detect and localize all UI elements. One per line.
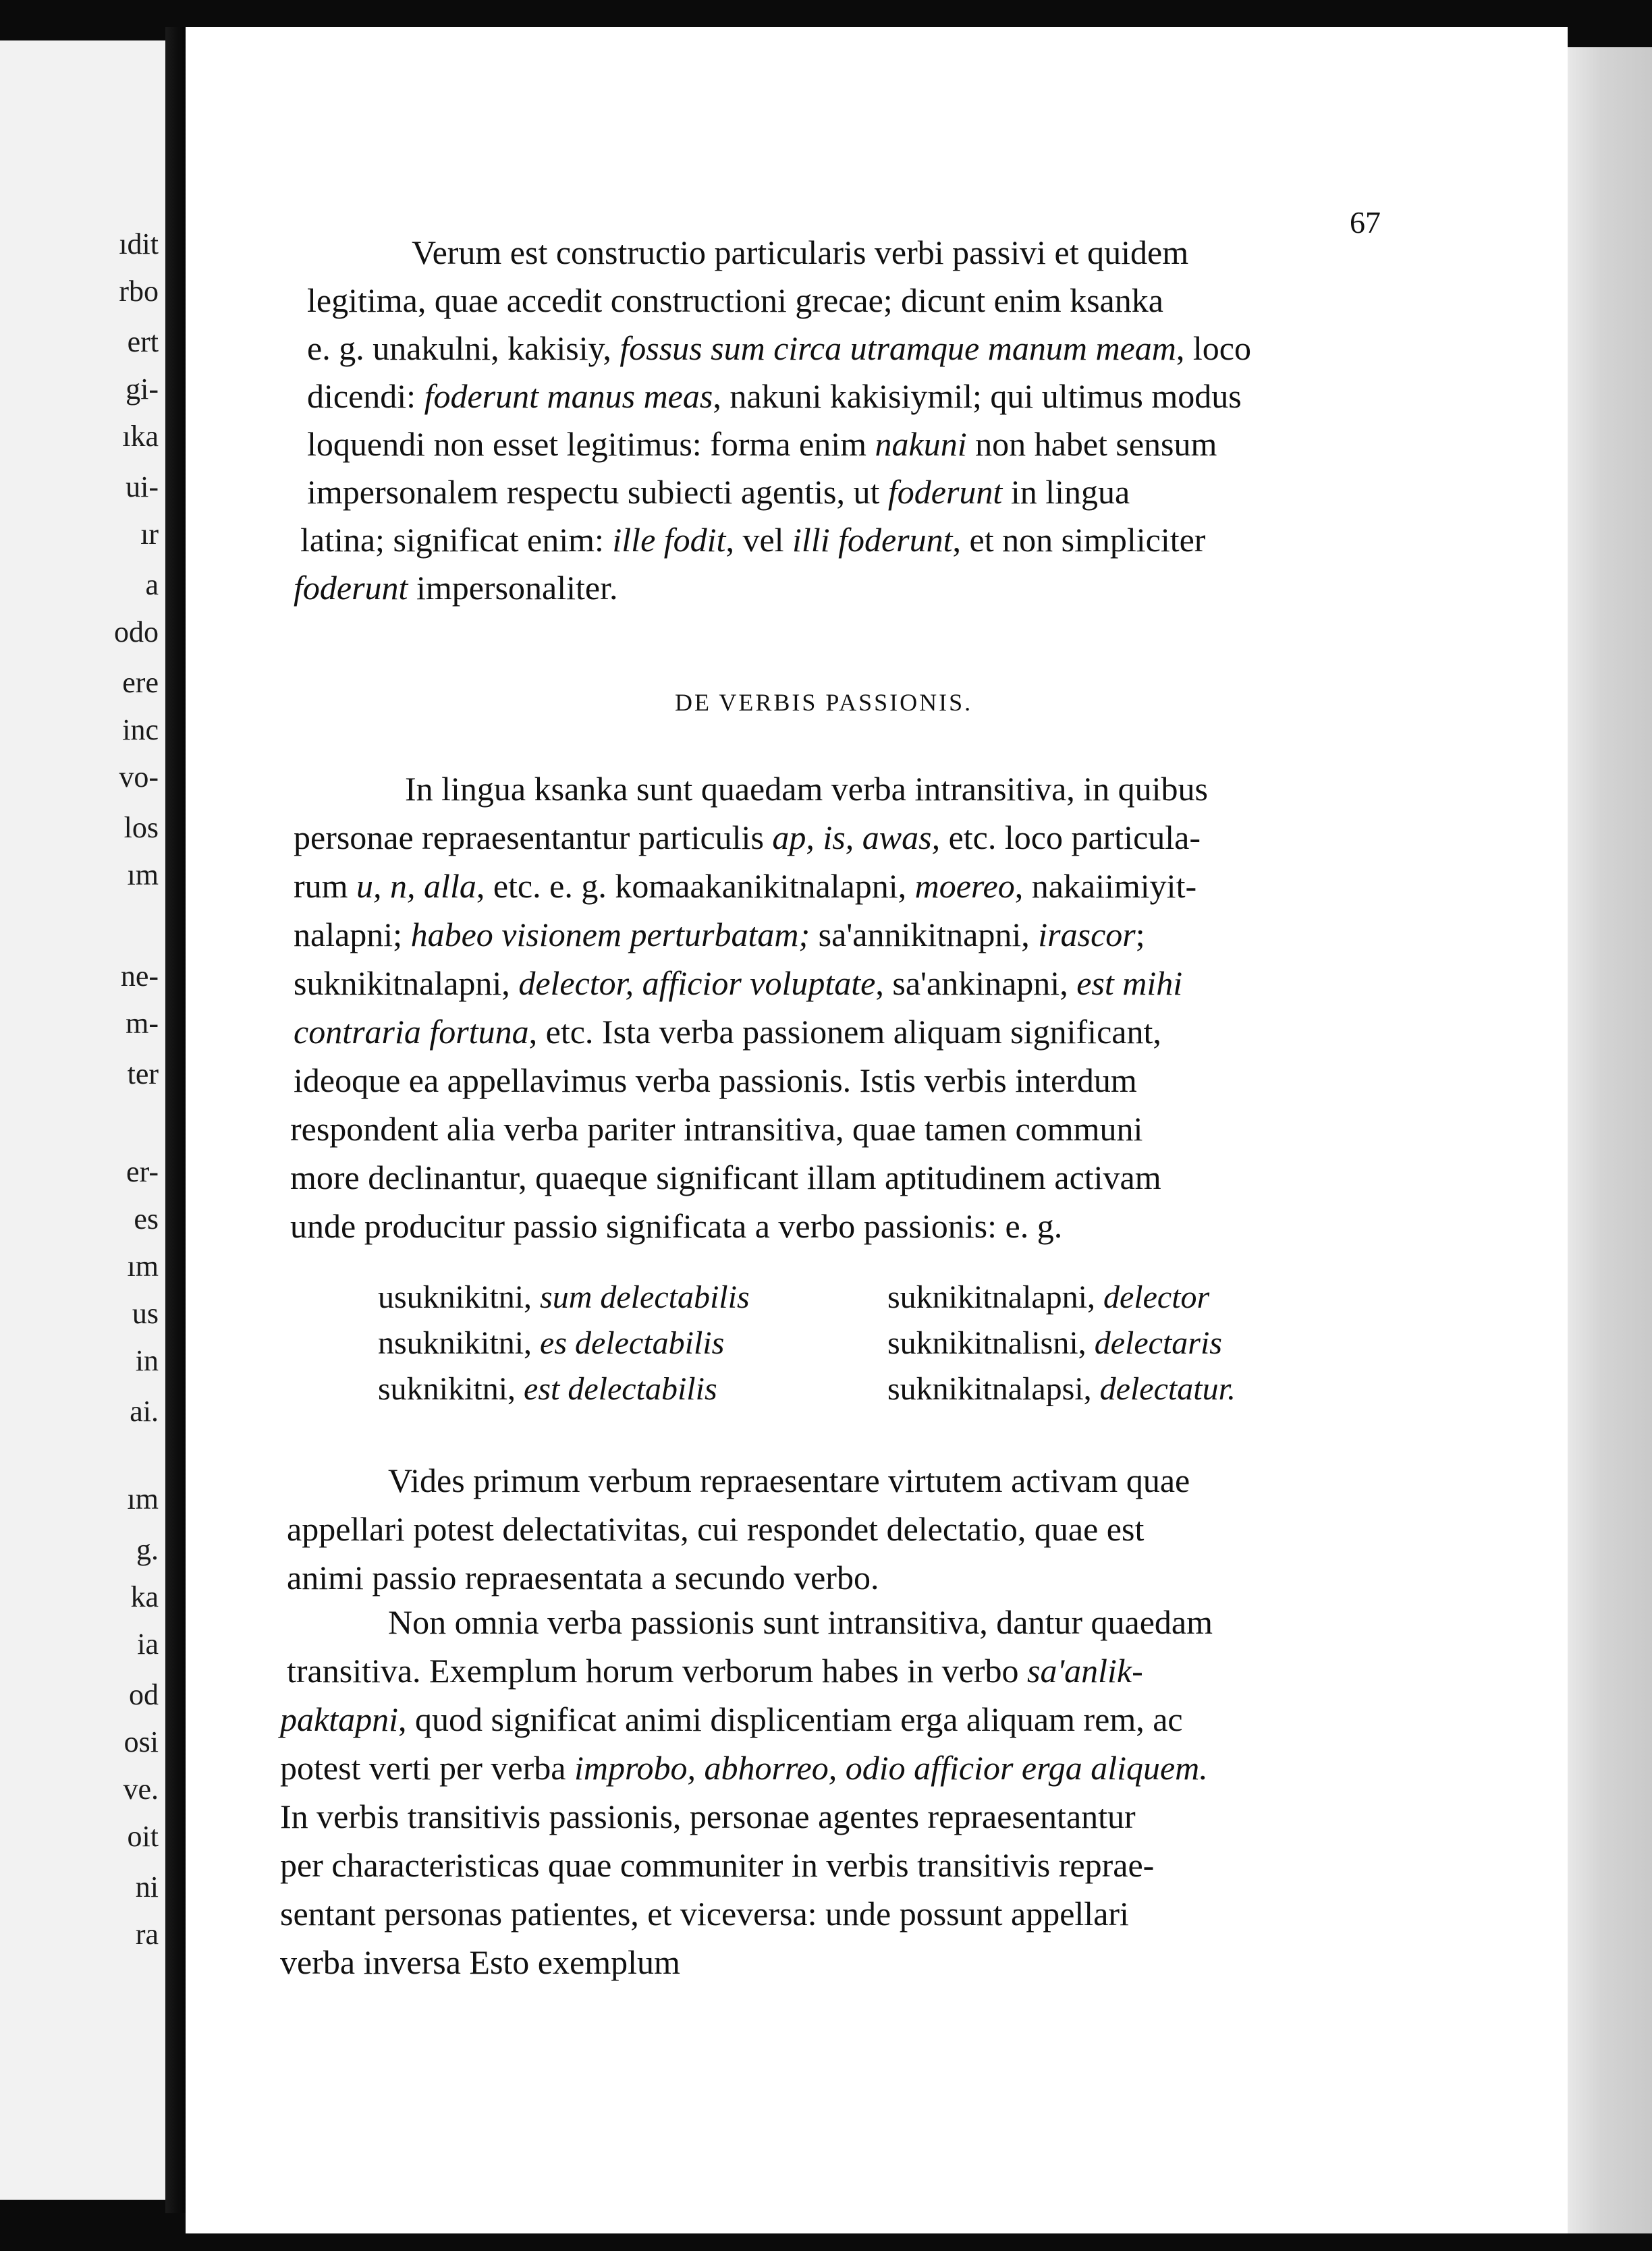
margin-fragment: ni xyxy=(135,1870,159,1903)
paragraph-line: latina; significat enim: ille fodit, vel illi foderunt, et non simpliciter xyxy=(300,521,1206,559)
margin-fragment: a xyxy=(145,568,159,601)
paragraph-line: dicendi: foderunt manus meas, nakuni kakisiymil; qui ultimus modus xyxy=(307,377,1242,415)
margin-fragment: ai. xyxy=(130,1395,159,1428)
margin-fragment: ka xyxy=(130,1580,159,1613)
margin-fragment: es xyxy=(134,1202,159,1235)
section-heading: DE VERBIS PASSIONIS. xyxy=(675,689,973,716)
paragraph-line: Vides primum verbum repraesentare virtutem activam quae xyxy=(388,1462,1190,1499)
margin-fragment: ve. xyxy=(123,1773,159,1806)
margin-fragment: ır xyxy=(140,518,159,551)
paragraph-line: verba inversa Esto exemplum xyxy=(280,1943,680,1981)
book-gutter xyxy=(165,27,186,2213)
paragraph-line: respondent alia verba pariter intransitiva, quae tamen communi xyxy=(290,1110,1143,1148)
margin-fragment: ıdit xyxy=(119,227,159,260)
table-cell-right: suknikitnalapsi, delectatur. xyxy=(887,1371,1236,1407)
paragraph-line: unde producitur passio significata a verbo passionis: e. g. xyxy=(290,1207,1063,1245)
paragraph-line: suknikitnalapni, delector, afficior voluptate, sa'ankinapni, est mihi xyxy=(294,964,1183,1002)
paragraph-line: ideoque ea appellavimus verba passionis. Istis verbis interdum xyxy=(294,1061,1137,1099)
table-cell-right: suknikitnalapni, delector xyxy=(887,1279,1210,1315)
paragraph-line: Verum est constructio particularis verbi passivi et quidem xyxy=(412,233,1189,271)
paragraph-line: impersonalem respectu subiecti agentis, ut foderunt in lingua xyxy=(307,473,1130,511)
paragraph-line: transitiva. Exemplum horum verborum habes in verbo sa'anlik- xyxy=(287,1652,1143,1690)
paragraph-line: foderunt impersonaliter. xyxy=(294,569,618,607)
paragraph-line: Non omnia verba passionis sunt intransitiva, dantur quaedam xyxy=(388,1603,1213,1641)
paragraph-line: more declinantur, quaeque significant illam aptitudinem activam xyxy=(290,1159,1161,1196)
margin-fragment: ere xyxy=(122,666,159,699)
page-number: 67 xyxy=(1350,205,1381,240)
margin-fragment: ım xyxy=(127,1482,159,1516)
paragraph-line: potest verti per verba improbo, abhorreo, odio afficior erga aliquem. xyxy=(280,1749,1208,1787)
margin-fragment: er- xyxy=(126,1155,159,1188)
paragraph-line: nalapni; habeo visionem perturbatam; sa'annikitnapni, irascor; xyxy=(294,916,1145,953)
paragraph-line: personae repraesentantur particulis ap, is, awas, etc. loco particula- xyxy=(294,818,1201,856)
margin-fragment: m- xyxy=(126,1007,159,1040)
paragraph-line: loquendi non esset legitimus: forma enim nakuni non habet sensum xyxy=(307,425,1217,463)
margin-fragment: osi xyxy=(123,1725,159,1758)
paragraph-line: In lingua ksanka sunt quaedam verba intransitiva, in quibus xyxy=(405,770,1209,808)
paragraph-line: appellari potest delectativitas, cui respondet delectatio, quae est xyxy=(287,1510,1145,1548)
margin-fragment: vo- xyxy=(119,760,159,794)
paragraph-line: animi passio repraesentata a secundo verbo. xyxy=(287,1559,879,1596)
paragraph-line: paktapni, quod significat animi displicentiam erga aliquam rem, ac xyxy=(280,1700,1183,1738)
table-cell-left: nsuknikitni, es delectabilis xyxy=(378,1325,725,1361)
paragraph-line: contraria fortuna, etc. Ista verba passionem aliquam significant, xyxy=(294,1013,1161,1051)
paragraph-line: rum u, n, alla, etc. e. g. komaakanikitnalapni, moereo, nakaiimiyit- xyxy=(294,867,1197,905)
margin-fragment: oit xyxy=(127,1820,159,1853)
margin-fragment: rbo xyxy=(119,275,159,308)
margin-fragment: ra xyxy=(135,1918,159,1951)
paragraph-line: sentant personas patientes, et viceversa: unde possunt appellari xyxy=(280,1895,1129,1933)
margin-fragment: ert xyxy=(127,325,159,358)
margin-fragment: ia xyxy=(137,1628,159,1661)
margin-fragment: inc xyxy=(122,713,159,746)
margin-fragment: ui- xyxy=(126,470,159,503)
margin-fragment: gi- xyxy=(126,372,159,406)
paragraph-line: In verbis transitivis passionis, personae agentes repraesentantur xyxy=(280,1798,1136,1835)
paragraph-line: e. g. unakulni, kakisiy, fossus sum circa utramque manum meam, loco xyxy=(307,329,1251,367)
table-cell-left: suknikitni, est delectabilis xyxy=(378,1371,717,1407)
margin-fragment: odo xyxy=(114,615,159,648)
margin-fragment: ım xyxy=(127,858,159,891)
margin-fragment: los xyxy=(123,811,159,844)
margin-fragment: ıka xyxy=(122,420,159,453)
table-cell-left: usuknikitni, sum delectabilis xyxy=(378,1279,750,1315)
margin-fragment: in xyxy=(135,1344,159,1377)
margin-fragment: ne- xyxy=(120,960,159,993)
paragraph-line: per characteristicas quae communiter in verbis transitivis reprae- xyxy=(280,1846,1155,1884)
margin-fragment: g. xyxy=(136,1533,159,1566)
table-cell-right: suknikitnalisni, delectaris xyxy=(887,1325,1222,1361)
right-page-edge xyxy=(1568,47,1652,2233)
margin-fragment: ım xyxy=(127,1250,159,1283)
margin-fragment: od xyxy=(129,1678,159,1711)
margin-fragment: us xyxy=(132,1297,159,1330)
margin-fragment: ter xyxy=(127,1057,159,1090)
paragraph-line: legitima, quae accedit constructioni grecae; dicunt enim ksanka xyxy=(307,281,1163,319)
